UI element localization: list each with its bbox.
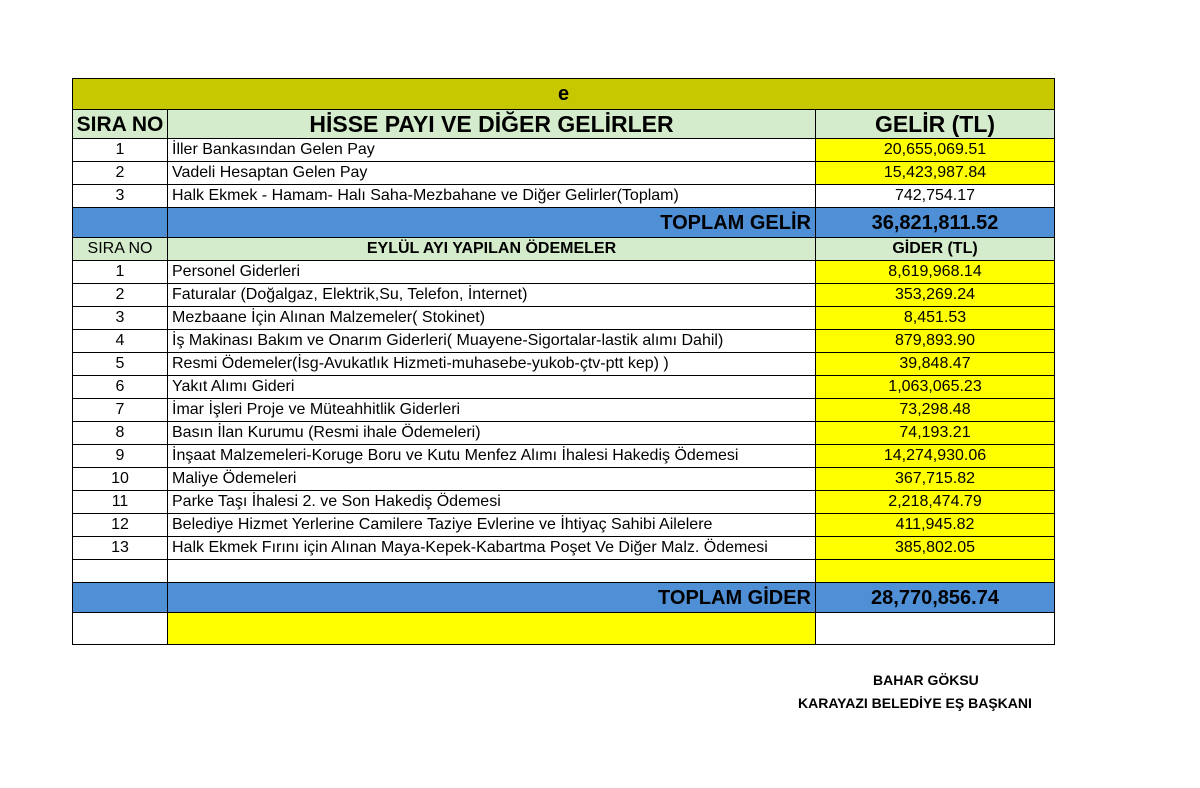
row-number: 2 [73, 284, 168, 307]
row-number: 3 [73, 185, 168, 208]
row-amount: 367,715.82 [816, 468, 1055, 491]
row-description: Vadeli Hesaptan Gelen Pay [168, 162, 816, 185]
row-amount: 74,193.21 [816, 422, 1055, 445]
expense-total-row [73, 583, 1055, 613]
income-total-label: TOPLAM GELİR [168, 208, 816, 238]
income-total-empty [73, 208, 168, 238]
expense-header-label: EYLÜL AYI YAPILAN ÖDEMELER [168, 238, 816, 261]
table-row [73, 185, 1055, 208]
row-description: Faturalar (Doğalgaz, Elektrik,Su, Telefon, İnternet) [168, 284, 816, 307]
row-number: 11 [73, 491, 168, 514]
expense-total-amount: 28,770,856.74 [816, 583, 1055, 613]
row-number: 3 [73, 307, 168, 330]
row-number: 1 [73, 139, 168, 162]
row-description: Yakıt Alımı Gideri [168, 376, 816, 399]
table-row [73, 376, 1055, 399]
blank-row [73, 560, 1055, 583]
blank-cell [73, 560, 168, 583]
income-total-amount: 36,821,811.52 [816, 208, 1055, 238]
table-row [73, 330, 1055, 353]
table-row [73, 514, 1055, 537]
row-description: Maliye Ödemeleri [168, 468, 816, 491]
table-row [73, 422, 1055, 445]
table-row [73, 537, 1055, 560]
income-header-sira: SIRA NO [73, 110, 168, 139]
sheet-title: e [73, 79, 1055, 110]
row-number: 1 [73, 261, 168, 284]
row-number: 10 [73, 468, 168, 491]
row-description: Mezbaane İçin Alınan Malzemeler( Stokinet) [168, 307, 816, 330]
table-row [73, 261, 1055, 284]
row-description: İş Makinası Bakım ve Onarım Giderleri( Muayene-Sigortalar-lastik alımı Dahil) [168, 330, 816, 353]
row-description: Halk Ekmek Fırını için Alınan Maya-Kepek-Kabartma Poşet Ve Diğer Malz. Ödemesi [168, 537, 816, 560]
blank-cell [816, 560, 1055, 583]
row-description: Basın İlan Kurumu (Resmi ihale Ödemeleri) [168, 422, 816, 445]
blank-cell [168, 560, 816, 583]
income-header-row [73, 110, 1055, 139]
row-amount: 73,298.48 [816, 399, 1055, 422]
table-row [73, 307, 1055, 330]
signature-title: KARAYAZI BELEDİYE EŞ BAŞKANI [798, 695, 1032, 711]
income-header-amount: GELİR (TL) [816, 110, 1055, 139]
row-amount: 15,423,987.84 [816, 162, 1055, 185]
table-row [73, 445, 1055, 468]
budget-table [72, 78, 1055, 645]
table-row [73, 353, 1055, 376]
table-row [73, 399, 1055, 422]
signature-name: BAHAR GÖKSU [873, 672, 979, 688]
row-amount: 39,848.47 [816, 353, 1055, 376]
final-cell [816, 613, 1055, 645]
row-number: 13 [73, 537, 168, 560]
title-row [73, 79, 1055, 110]
row-description: İller Bankasından Gelen Pay [168, 139, 816, 162]
row-description: Parke Taşı İhalesi 2. ve Son Hakediş Ödemesi [168, 491, 816, 514]
expense-total-empty [73, 583, 168, 613]
row-number: 8 [73, 422, 168, 445]
row-amount: 385,802.05 [816, 537, 1055, 560]
table-row [73, 139, 1055, 162]
table-row [73, 284, 1055, 307]
expense-header-row [73, 238, 1055, 261]
row-number: 7 [73, 399, 168, 422]
row-amount: 411,945.82 [816, 514, 1055, 537]
expense-header-amount: GİDER (TL) [816, 238, 1055, 261]
row-description: Belediye Hizmet Yerlerine Camilere Taziye Evlerine ve İhtiyaç Sahibi Ailelere [168, 514, 816, 537]
final-cell [168, 613, 816, 645]
row-amount: 742,754.17 [816, 185, 1055, 208]
table-row [73, 491, 1055, 514]
row-amount: 8,451.53 [816, 307, 1055, 330]
row-description: İnşaat Malzemeleri-Koruge Boru ve Kutu Menfez Alımı İhalesi Hakediş Ödemesi [168, 445, 816, 468]
row-number: 9 [73, 445, 168, 468]
row-number: 4 [73, 330, 168, 353]
row-amount: 14,274,930.06 [816, 445, 1055, 468]
final-row [73, 613, 1055, 645]
row-number: 12 [73, 514, 168, 537]
row-amount: 20,655,069.51 [816, 139, 1055, 162]
row-number: 5 [73, 353, 168, 376]
row-description: İmar İşleri Proje ve Müteahhitlik Giderleri [168, 399, 816, 422]
final-cell [73, 613, 168, 645]
row-description: Resmi Ödemeler(İsg-Avukatlık Hizmeti-muhasebe-yukob-çtv-ptt kep) ) [168, 353, 816, 376]
expense-total-label: TOPLAM GİDER [168, 583, 816, 613]
row-number: 6 [73, 376, 168, 399]
expense-header-sira: SIRA NO [73, 238, 168, 261]
income-total-row [73, 208, 1055, 238]
row-amount: 1,063,065.23 [816, 376, 1055, 399]
row-amount: 353,269.24 [816, 284, 1055, 307]
table-row [73, 162, 1055, 185]
row-description: Personel Giderleri [168, 261, 816, 284]
income-header-label: HİSSE PAYI VE DİĞER GELİRLER [168, 110, 816, 139]
table-row [73, 468, 1055, 491]
row-number: 2 [73, 162, 168, 185]
row-amount: 8,619,968.14 [816, 261, 1055, 284]
row-amount: 2,218,474.79 [816, 491, 1055, 514]
row-description: Halk Ekmek - Hamam- Halı Saha-Mezbahane ve Diğer Gelirler(Toplam) [168, 185, 816, 208]
row-amount: 879,893.90 [816, 330, 1055, 353]
